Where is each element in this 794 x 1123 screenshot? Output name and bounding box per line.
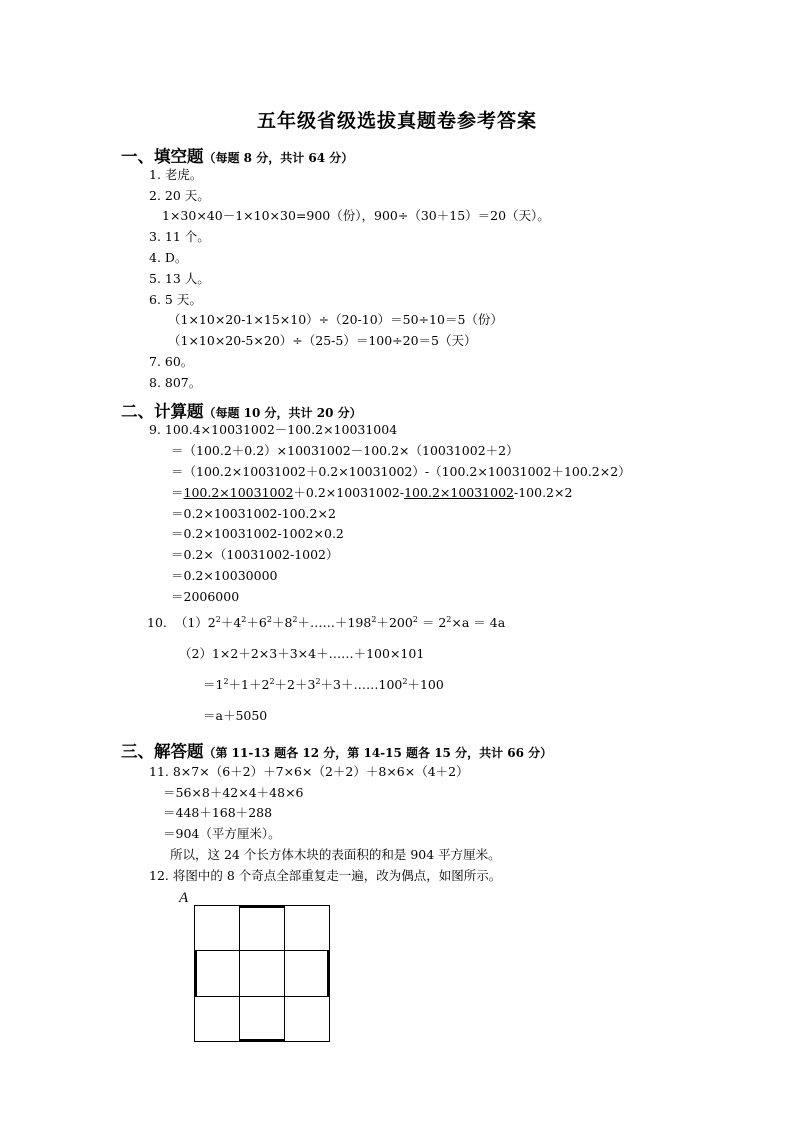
q10-part2-line-1: （2）1×2＋2×3＋3×4＋……＋100×101: [179, 646, 425, 661]
q10-label: 10.: [147, 615, 167, 630]
q9-line-1: 9. 100.4×10031002－100.2×10031004: [149, 422, 398, 437]
q12-text: 12. 将图中的 8 个奇点全部重复走一遍，改为偶点，如图所示。: [149, 868, 502, 883]
grid-figure: [194, 905, 330, 1042]
q10-term: ＝1: [203, 677, 224, 692]
q10-part1: [147, 615, 505, 631]
q9-line-4: ＝100.2×10031002＋0.2×10031002-100.2×10031002-100.2×2: [171, 485, 573, 500]
q10-term: ＋100: [407, 677, 444, 692]
q10-term: ＋1＋2: [228, 677, 270, 692]
q10-part2-line-3: ＝a＋5050: [203, 708, 268, 723]
q10-term: ＋2＋3: [274, 677, 316, 692]
section-heading-fill-in: [121, 143, 353, 167]
exponent: 2: [371, 615, 377, 624]
q10-term: ＋6: [246, 615, 267, 630]
q9-line-3: ＝（100.2×10031002＋0.2×10031002）-（100.2×10031002＋100.2×2）: [171, 464, 631, 479]
q10-term: ＋……＋198: [297, 615, 372, 630]
q9-term: -100.2×2: [514, 485, 573, 500]
repeated-path: [196, 907, 329, 1041]
exponent: 2: [412, 615, 418, 624]
q9-term: ＋0.2×10031002-: [293, 485, 405, 500]
q11-conclusion: 所以，这 24 个长方体木块的表面积的和是 904 平方厘米。: [170, 847, 501, 862]
q9-line-7: ＝0.2×（10031002-1002）: [171, 547, 339, 562]
q11-line-2: ＝56×8＋42×4＋48×6: [163, 785, 304, 800]
q11-line-4: ＝904（平方厘米）。: [163, 826, 281, 841]
answer-8: 8. 807。: [149, 375, 202, 390]
page-title: 五年级省级选拔真题卷参考答案: [256, 110, 537, 132]
answer-6-work-2: （1×10×20-5×20）÷（25-5）＝100÷20＝5（天）: [168, 333, 477, 348]
section-note: （每题 10 分，共计 20 分）: [203, 406, 362, 420]
answer-4: 4. D。: [149, 250, 188, 265]
q11-line-3: ＝448＋168＋288: [163, 805, 273, 820]
q10-term: ＋4: [220, 615, 242, 630]
q9-line-8: ＝0.2×10030000: [171, 568, 278, 583]
answer-6-work-1: （1×10×20-1×15×10）÷（20-10）＝50÷10＝5（份）: [168, 312, 503, 327]
answer-6: 6. 5 天。: [149, 292, 202, 307]
figure-label-a: A: [179, 890, 189, 906]
q10-term: ＋3＋……100: [320, 677, 403, 692]
q9-line-2: ＝（100.2＋0.2）×10031002－100.2×（10031002＋2）: [171, 443, 519, 458]
answer-5: 5. 13 人。: [149, 271, 210, 286]
q10-term: 2: [207, 615, 216, 630]
section-heading-solutions: [121, 738, 552, 762]
answer-7: 7. 60。: [149, 354, 194, 369]
exponent: 2: [223, 677, 229, 686]
answer-2: 2. 20 天。: [149, 188, 210, 203]
exponent: 2: [266, 615, 272, 624]
answer-2-work: 1×30×40－1×10×30=900（份），900÷（30＋15）＝20（天）。: [162, 208, 550, 223]
q9-line-9: ＝2006000: [171, 589, 240, 604]
q9-line-6: ＝0.2×10031002-1002×0.2: [171, 526, 344, 541]
section-title: 三、解答题: [121, 742, 204, 761]
exponent: 2: [241, 615, 247, 624]
q10-part2-line-2: [203, 677, 444, 693]
q10-term: ＋200: [376, 615, 413, 630]
answer-1: 1. 老虎。: [149, 167, 203, 182]
q10-term: ＋8: [271, 615, 293, 630]
exponent: 2: [292, 615, 298, 624]
grid-lines: [194, 905, 330, 1042]
q11-line-1: 11. 8×7×（6＋2）＋7×6×（2＋2）＋8×6×（4＋2）: [149, 764, 469, 779]
section-note: （第 11-13 题各 12 分，第 14-15 题各 15 分，共计 66 分）: [203, 746, 553, 760]
section-title: 二、计算题: [121, 402, 204, 421]
exponent: 2: [315, 677, 321, 686]
exponent: 2: [446, 615, 452, 624]
answer-3: 3. 11 个。: [149, 229, 210, 244]
q9-line-5: ＝0.2×10031002-100.2×2: [171, 506, 336, 521]
q10-term: ×a ＝ 4a: [451, 615, 506, 630]
section-title: 一、填空题: [121, 147, 204, 166]
q10-term: ＝ 2: [417, 615, 447, 630]
section-heading-calculation: [121, 398, 362, 422]
underlined-term: 100.2×10031002: [183, 485, 294, 500]
q10-part-prefix: （1）: [174, 615, 208, 630]
exponent: 2: [402, 677, 408, 686]
underlined-term: 100.2×10031002: [404, 485, 514, 500]
exponent: 2: [215, 615, 221, 624]
grid-border: [195, 906, 330, 1042]
section-note: （每题 8 分，共计 64 分）: [203, 151, 354, 165]
exponent: 2: [269, 677, 275, 686]
